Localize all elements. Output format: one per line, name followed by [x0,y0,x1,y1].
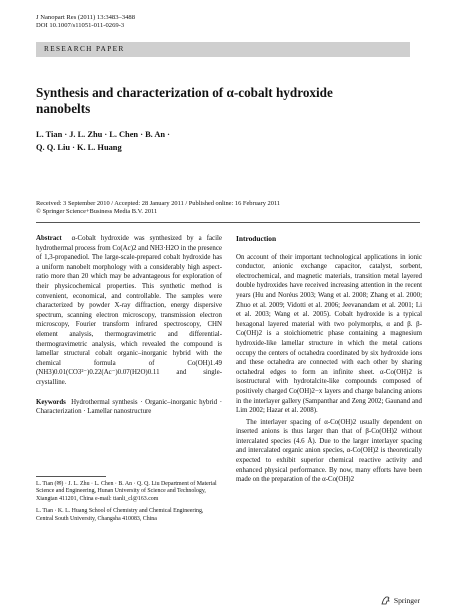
author-list [36,128,416,154]
title-line-1: Synthesis and characterization of α-cobalt hydroxide [36,85,333,100]
keywords [36,398,222,417]
title-line-2: nanobelts [36,100,91,116]
publisher-name: Springer [393,596,420,605]
affiliation-2: L. Tian · K. L. Huang School of Chemistry and Chemical Engineering, Central South University, Changsha 410083, China [36,508,204,522]
keywords-label: Keywords [36,398,66,406]
abstract-label: Abstract [36,235,62,242]
publisher-mark [381,596,420,605]
doi[interactable]: DOI 10.1007/s11051-011-0269-3 [36,22,125,30]
introduction-paragraph-2: The interlayer spacing of α-Co(OH)2 usually dependent on inserted anions is thus larger than that of β-Co(OH)2 without intercalated species (4.6 Å). Due to the larger interlayer spacing and intercalated organic anion species, α-Co(OH)2 is theoretically expected to exhibit superior chemical reactive activity and enhanced physical performance. By now, many efforts have been made on the preparation of the α-Co(OH)2 [236,418,422,484]
springer-horse-icon [381,596,391,605]
journal-header [36,14,135,30]
introduction-paragraph-1: On account of their important technological applications in ionic conductor, anionic exchange capacitor, catalyst, sorbent, electrochemical, and magnetic materials, transition metal layered double hydroxides have received increasing attention in the recent years (Hu and Noréus 2003; Wang et al. 2008; Zhang et al. 2000; Zhuo et al. 2009; Vidotti et al. 2006; Jeevanandam et al. 2001; Li et al. 2003; Wang et al. 2005). Cobalt hydroxide is a typical hexagonal layered material with two polymorphs, α and β. β-Co(OH)2 is a stoichiometric phase containing a magnesium hydroxide-like lamellar structure in which the metal cations occupy the centers of octahedra coordinated by six hydroxide ions and these octahedra are connected with each other by sharing octahedral edges to form an infinite sheet. α-Co(OH)2 is isostructural with hydrotalcite-like compounds composed of positively charged Co(OH)2−x layers and charge balancing anions in the interlayer gallery (Sampanthar and Zeng 2002; Gaunand and Lim 2002; Hazar et al. 2008). [236,253,422,415]
article-title [36,85,416,116]
authors-line-2: Q. Q. Liu · K. L. Huang [36,143,122,152]
affiliations [36,476,222,528]
abstract [36,234,222,388]
abstract-text: α-Cobalt hydroxide was synthesized by a facile hydrothermal process from Co(Ac)2 and NH3·H2O in the presence of 1,3-propanediol. The large-scale-prepared cobalt hydroxide has a uniform nanobelt morphology with a considerably high aspect-ratio more than 20 which may be advantageous for exploration of their physicochemical properties. This synthetic method is convenient, economical, and controllable. The samples were characterized by powder X-ray diffraction, energy dispersive spectrum, scanning electron microscopy, transmission electron microscopy, Fourier transform infrared spectroscopy, CHN element analysis, thermogravimetric and differential-thermogravimetric analysis, which revealed the compound is lamellar structural cobalt organic–inorganic hybrid with the chemical formula of Co(OH)1.49 (NH3)0.01(CO3²⁻)0.22(Ac⁻)0.07(H2O)0.11 and single-crystalline. [36,235,222,386]
dates-line: Received: 3 September 2010 / Accepted: 28 January 2011 / Published online: 16 February 2011 [36,200,281,207]
publication-dates [36,200,426,216]
authors-line-1: L. Tian · J. L. Zhu · L. Chen · B. An · [36,130,170,139]
affiliation-1: L. Tian (✉) · J. L. Zhu · L. Chen · B. An · Q. Q. Liu Department of Material Science and Engineering, Hunan University of Science and Technology, Xiangtan 411201, China e-mail: tianli_cl@163.com [36,481,217,502]
affiliation-divider [36,476,106,477]
keywords-text: Hydrothermal synthesis · Organic–inorganic hybrid · Characterization · Lamellar nanostructure [36,398,222,416]
journal-citation: J Nanopart Res (2011) 13:3483–3488 [36,14,136,21]
introduction-column [236,234,422,487]
header-divider [36,222,420,223]
copyright: © Springer Science+Business Media B.V. 2011 [36,208,158,215]
introduction-heading: Introduction [236,234,277,243]
article-type-banner: RESEARCH PAPER [36,42,410,57]
abstract-column [36,234,222,417]
